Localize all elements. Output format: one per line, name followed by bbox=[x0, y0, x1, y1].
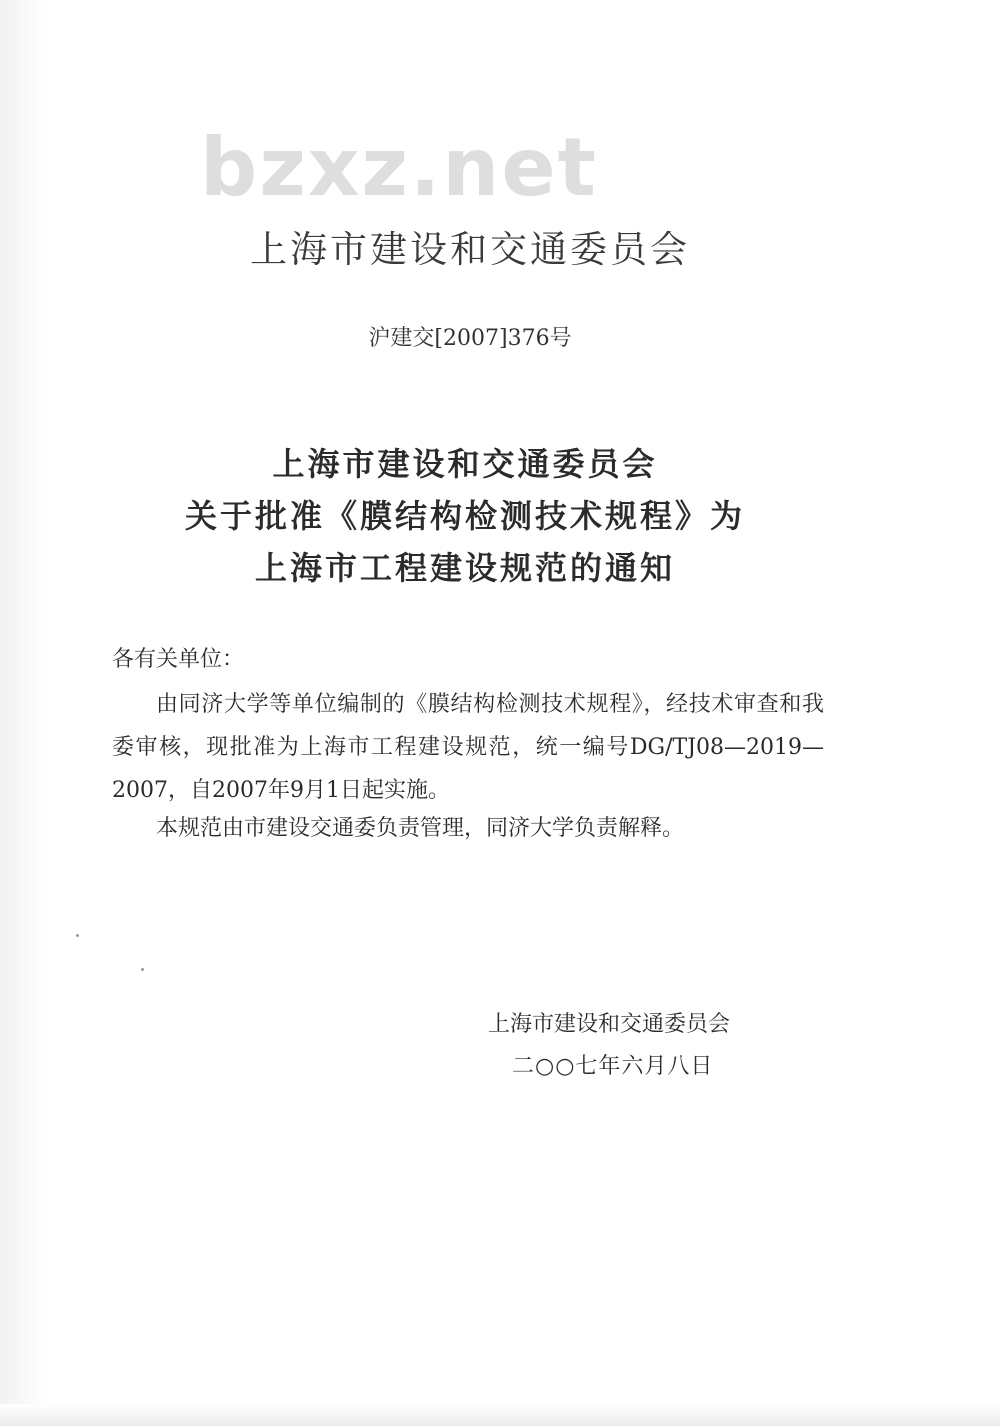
title-line-3: 上海市工程建设规范的通知 bbox=[254, 549, 675, 587]
salutation: 各有关单位： bbox=[112, 647, 245, 672]
title-line-2: 关于批准《膜结构检测技术规程》为 bbox=[184, 497, 745, 535]
body-paragraph-1: 由同济大学等单位编制的《膜结构检测技术规程》，经技术审查和我委审核，现批准为上海市工程建设规范，统一编号DG/TJ08—2019—2007，自2007年9月1日起实施。 bbox=[112, 692, 824, 803]
page-bottom-shadow bbox=[0, 1404, 1000, 1426]
notice-title bbox=[0, 438, 930, 594]
scan-speck bbox=[76, 934, 79, 937]
page-edge-shadow bbox=[0, 0, 46, 1426]
document-number: 沪建交[2007]376号 bbox=[368, 326, 572, 351]
title-line-1: 上海市建设和交通委员会 bbox=[272, 445, 658, 483]
signature-organization: 上海市建设和交通委员会 bbox=[488, 1012, 731, 1037]
body-paragraph-2: 本规范由市建设交通委负责管理，同济大学负责解释。 bbox=[156, 816, 685, 841]
signature-date: 二○○七年六月八日 bbox=[512, 1054, 714, 1079]
issuer-heading: 上海市建设和交通委员会 bbox=[250, 228, 690, 271]
scan-speck bbox=[141, 968, 144, 971]
watermark: bzxz.net bbox=[200, 121, 598, 214]
